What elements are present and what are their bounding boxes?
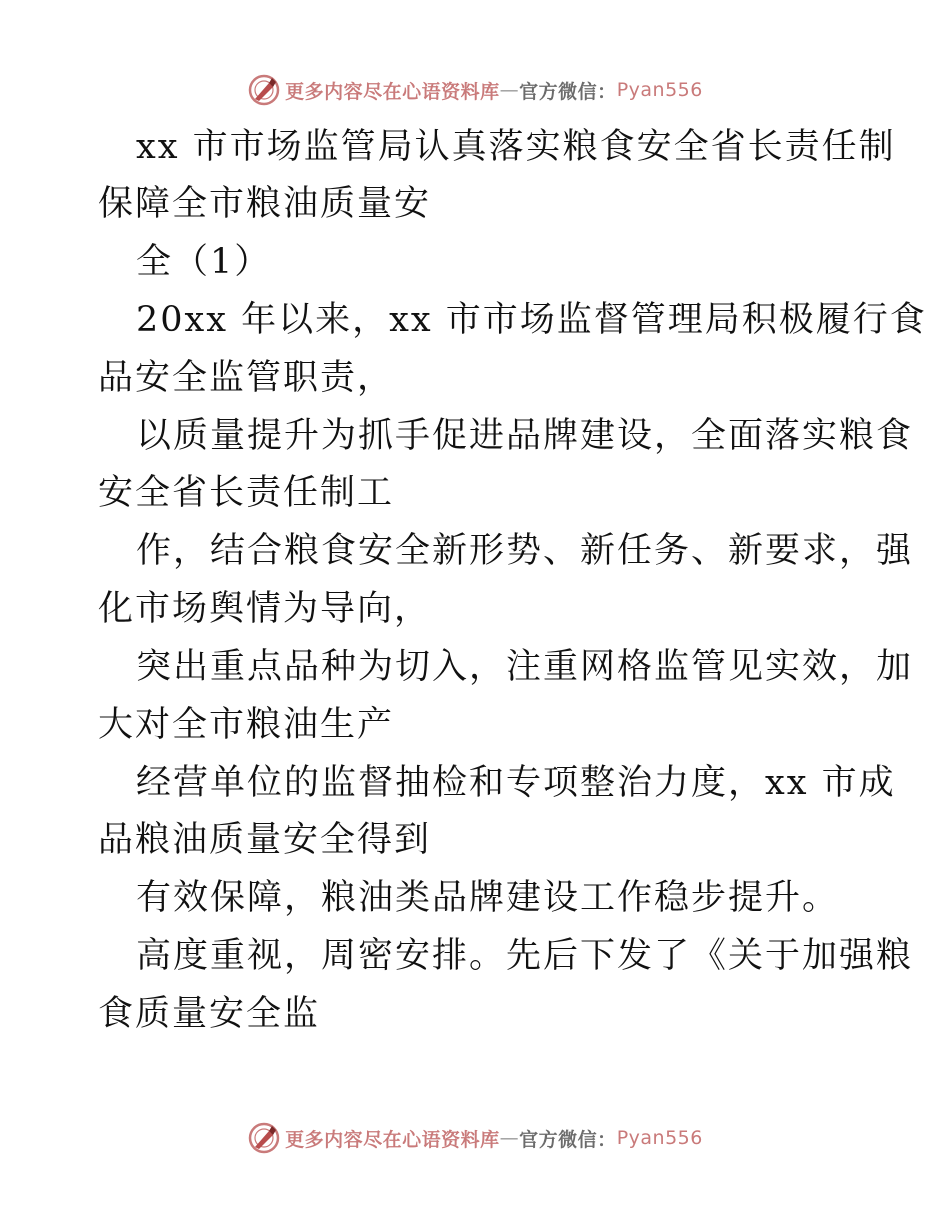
banner-wechat-id: Pyan556 [616, 79, 703, 101]
banner-title: 更多内容尽在心语资料库 [285, 80, 500, 103]
banner-wechat-id: Pyan556 [616, 1127, 703, 1149]
banner-wechat-label: 官方微信： [519, 1128, 617, 1151]
pen-nib-logo-icon [247, 1121, 281, 1155]
body-line: 安全省长责任制工 [98, 473, 395, 513]
banner-separator: — [499, 79, 520, 101]
body-line: xx 市市场监管局认真落实粮食安全省长责任制 [136, 127, 896, 167]
body-line: 作，结合粮食安全新形势、新任务、新要求，强 [136, 531, 914, 571]
body-line: 品安全监管职责， [98, 358, 395, 398]
body-line: 保障全市粮油质量安 [98, 184, 432, 224]
footer-banner [0, 1118, 950, 1158]
body-line: 以质量提升为抓手促进品牌建设，全面落实粮食 [136, 416, 914, 456]
body-line: 20xx 年以来，xx 市市场监督管理局积极履行食 [136, 300, 927, 340]
body-line: 高度重视，周密安排。先后下发了《关于加强粮 [136, 936, 914, 976]
pen-nib-logo-icon [247, 73, 281, 107]
body-line: 全（1） [136, 242, 272, 282]
header-banner [0, 70, 950, 110]
body-line: 大对全市粮油生产 [98, 705, 395, 745]
banner-title: 更多内容尽在心语资料库 [285, 1128, 500, 1151]
banner-wechat-label: 官方微信： [519, 80, 617, 103]
body-line: 化市场舆情为导向， [98, 589, 432, 629]
body-line: 经营单位的监督抽检和专项整治力度，xx 市成 [136, 763, 896, 803]
body-line: 突出重点品种为切入，注重网格监管见实效，加 [136, 647, 914, 687]
body-line: 食质量安全监 [98, 994, 321, 1034]
body-line: 有效保障，粮油类品牌建设工作稳步提升。 [136, 878, 840, 918]
body-line: 品粮油质量安全得到 [98, 820, 432, 860]
banner-separator: — [499, 1127, 520, 1149]
